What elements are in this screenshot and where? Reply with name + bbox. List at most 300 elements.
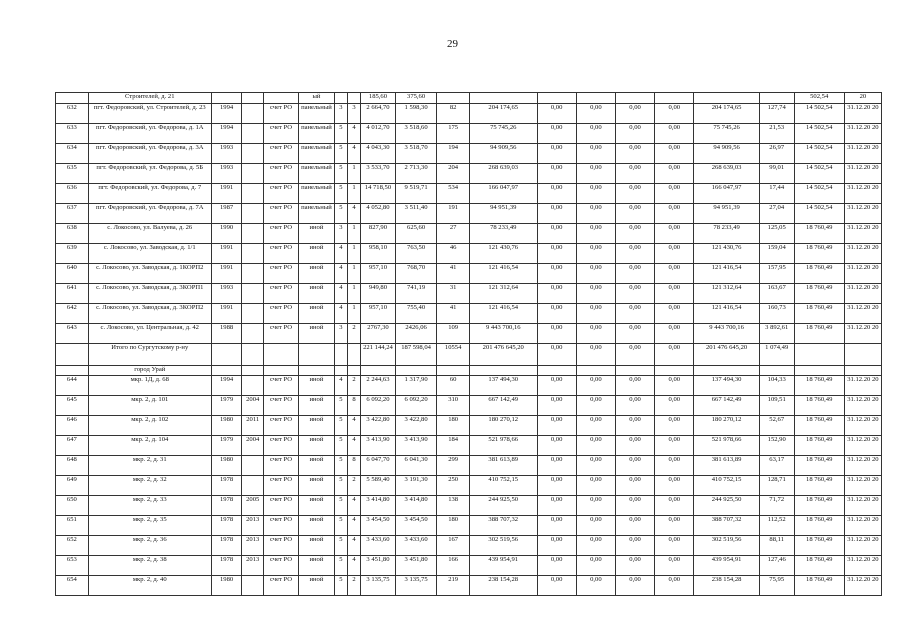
cell-source: счет РО: [264, 324, 299, 344]
cell-c1: 0,00: [537, 184, 576, 204]
cell-deadline: 31.12.20 20: [844, 375, 881, 395]
cell-c1: 0,00: [537, 455, 576, 475]
cell-year2: [242, 375, 264, 395]
cell-year2: 2005: [242, 495, 264, 515]
cell-residents: 534: [437, 184, 470, 204]
cell-num: 635: [56, 164, 89, 184]
cell-source: счет РО: [264, 144, 299, 164]
cell-c2: 0,00: [576, 324, 615, 344]
cell-c3: 0,00: [615, 104, 654, 124]
cell-year: 1980: [211, 455, 242, 475]
total-area-living: 187 598,04: [395, 344, 436, 366]
cell-floors: 4: [334, 284, 347, 304]
cell-floors: 5: [334, 555, 347, 575]
cell-c2: 0,00: [576, 164, 615, 184]
empty-cell: [56, 366, 89, 376]
total-label: Итого по Сургутскому р-ну: [88, 344, 211, 366]
cell-year: 1978: [211, 555, 242, 575]
cell-area-living: 763,50: [395, 244, 436, 264]
cell-cost-other: 244 925,50: [694, 495, 759, 515]
empty-cell: [694, 366, 759, 376]
page-number: 29: [447, 38, 458, 50]
cell-deadline: 31.12.20 20: [844, 555, 881, 575]
cell-cost-m2: 157,95: [759, 264, 794, 284]
cell-cost-m2: 163,67: [759, 284, 794, 304]
cell-floors: 4: [334, 244, 347, 264]
cell-c2: 0,00: [576, 435, 615, 455]
cell-year2: 2011: [242, 415, 264, 435]
cell-cost-total: 238 154,28: [469, 575, 537, 595]
cell-area-living: 3 511,40: [395, 204, 436, 224]
cell-year2: [242, 164, 264, 184]
empty-cell: [844, 344, 881, 366]
cell-year2: 2013: [242, 535, 264, 555]
table-row: [56, 204, 882, 224]
cell-material: иной: [298, 515, 334, 535]
empty-cell: [844, 366, 881, 376]
cell-entrances: 4: [347, 515, 360, 535]
cell-floors: 5: [334, 415, 347, 435]
empty-cell: [298, 344, 334, 366]
cell-residents: 299: [437, 455, 470, 475]
cell-material: панельный: [298, 144, 334, 164]
cell-floors: 5: [334, 575, 347, 595]
cell-c4: 0,00: [655, 244, 694, 264]
empty-cell: [395, 366, 436, 376]
cell-c1: 0,00: [537, 435, 576, 455]
cell-cost-m2: 26,97: [759, 144, 794, 164]
cell-c1: 0,00: [537, 495, 576, 515]
cell-area-living: 3 433,60: [395, 535, 436, 555]
cell-year: 1979: [211, 435, 242, 455]
cell-cost-m2: 17,44: [759, 184, 794, 204]
cell-residents: 166: [437, 555, 470, 575]
cell-address: с. Локосово, ул. Заводская, д. 3КОРП2: [88, 304, 211, 324]
cell-cost-m2: 21,53: [759, 124, 794, 144]
cell-cost-total: 381 613,89: [469, 455, 537, 475]
cell-entrances: 8: [347, 455, 360, 475]
cell-num: 634: [56, 144, 89, 164]
empty-cell: [361, 366, 396, 376]
cell-num: 639: [56, 244, 89, 264]
city-name: город Урай: [88, 366, 211, 376]
cell-cost-total: 94 909,56: [469, 144, 537, 164]
cell-source: счет РО: [264, 435, 299, 455]
cell-address: пгт. Федоровский, ул. Федорова, д. 7А: [88, 204, 211, 224]
cell-address: мкр. 2, д. 38: [88, 555, 211, 575]
cell-c3: 0,00: [615, 515, 654, 535]
cell-residents: 167: [437, 535, 470, 555]
total-area-total: 221 144,24: [361, 344, 396, 366]
cell-residents: 191: [437, 204, 470, 224]
cell-area-total: 827,90: [361, 224, 396, 244]
cell-material: иной: [298, 375, 334, 395]
cell-area-living: 625,60: [395, 224, 436, 244]
cell-material: иной: [298, 495, 334, 515]
cell-c2: 0,00: [576, 184, 615, 204]
cell-c1: 0,00: [537, 324, 576, 344]
cell-c1: 0,00: [537, 395, 576, 415]
total-c2: 0,00: [576, 344, 615, 366]
cell-cost-m2: 502,54: [794, 93, 844, 104]
cell-cost-other: 238 154,28: [694, 575, 759, 595]
cell-area-living: 3 413,90: [395, 435, 436, 455]
cell-c3: 0,00: [615, 244, 654, 264]
cell-residents: 138: [437, 495, 470, 515]
cell-c3: 0,00: [615, 495, 654, 515]
table-row: [56, 244, 882, 264]
cell-residents: 250: [437, 475, 470, 495]
partial-row: [56, 93, 882, 104]
cell-c3: 0,00: [615, 395, 654, 415]
empty-cell: [615, 366, 654, 376]
cell-address: мкр. 2, д. 32: [88, 475, 211, 495]
cell-deadline: 31.12.20 20: [844, 184, 881, 204]
cell-cost-total: 121 430,76: [469, 244, 537, 264]
cell-area-total: 2 664,70: [361, 104, 396, 124]
cell-address: пгт. Федоровский, ул. Федорова, д. 3А: [88, 144, 211, 164]
housing-repair-table: [55, 92, 882, 596]
total-cost: 201 476 645,20: [469, 344, 537, 366]
cell-deadline: 31.12.20 20: [844, 475, 881, 495]
cell-num: 638: [56, 224, 89, 244]
cell-entrances: 4: [347, 144, 360, 164]
cell-residents: 310: [437, 395, 470, 415]
cell-c2: 0,00: [576, 395, 615, 415]
cell-address: мкр. 2, д. 36: [88, 535, 211, 555]
empty-cell: [759, 366, 794, 376]
cell-area-living: 3 414,80: [395, 495, 436, 515]
cell-year: 1993: [211, 144, 242, 164]
cell-floors: 5: [334, 395, 347, 415]
cell-c2: 0,00: [576, 244, 615, 264]
cell-year2: [242, 575, 264, 595]
cell-cost-other: 94 951,39: [694, 204, 759, 224]
cell-limit-m2: 18 760,49: [794, 495, 844, 515]
cell-year: 1978: [211, 515, 242, 535]
cell-cost-other: 180 270,12: [694, 415, 759, 435]
table-row: [56, 375, 882, 395]
cell-area-living: 6 092,20: [395, 395, 436, 415]
cell-cost-total: 137 494,30: [469, 375, 537, 395]
cell-c4: 0,00: [655, 555, 694, 575]
cell-address: мкр. 2, д. 40: [88, 575, 211, 595]
cell-cost-total: 166 047,97: [469, 184, 537, 204]
cell-cost-m2: 71,72: [759, 495, 794, 515]
cell-cost-m2: 52,67: [759, 415, 794, 435]
cell-cost-other: 381 613,89: [694, 455, 759, 475]
cell-year2: [242, 284, 264, 304]
cell-source: счет РО: [264, 555, 299, 575]
cell-limit-m2: 14 502,54: [794, 204, 844, 224]
cell-address: с. Локосово, ул. Заводская, д. 1/1: [88, 244, 211, 264]
cell-area-total: 957,10: [361, 264, 396, 284]
cell-c1: 0,00: [537, 415, 576, 435]
cell-cost-m2: 152,90: [759, 435, 794, 455]
cell-floors: 3: [334, 224, 347, 244]
cell-cost-total: 75 745,26: [469, 124, 537, 144]
total-c3: 0,00: [615, 344, 654, 366]
cell-material: иной: [298, 395, 334, 415]
cell-limit-m2: 18 760,49: [794, 304, 844, 324]
cell-entrances: 8: [347, 395, 360, 415]
cell-deadline: 31.12.20 20: [844, 415, 881, 435]
cell-address: с. Локосово, ул. Центральная, д. 42: [88, 324, 211, 344]
cell-entrances: 4: [347, 124, 360, 144]
table-row: [56, 284, 882, 304]
cell-c3: 0,00: [615, 144, 654, 164]
cell-c3: 0,00: [615, 184, 654, 204]
cell-material: иной: [298, 304, 334, 324]
cell-year: 1990: [211, 224, 242, 244]
cell-entrances: 4: [347, 415, 360, 435]
cell-cost-m2: 159,04: [759, 244, 794, 264]
cell-cost-other: 521 978,66: [694, 435, 759, 455]
cell-source: счет РО: [264, 184, 299, 204]
cell-area-total: 5 589,40: [361, 475, 396, 495]
table-row: [56, 264, 882, 284]
cell-cost-other: 121 312,64: [694, 284, 759, 304]
cell-material: ый: [298, 93, 334, 104]
cell-c4: 0,00: [655, 495, 694, 515]
cell-address: пгт. Федоровский, ул. Федорова, д. 5Б: [88, 164, 211, 184]
cell-area-total: 6 047,70: [361, 455, 396, 475]
cell-year: 1978: [211, 535, 242, 555]
cell-residents: 41: [437, 264, 470, 284]
cell-material: иной: [298, 284, 334, 304]
cell-year2: [242, 144, 264, 164]
cell-c3: 0,00: [615, 304, 654, 324]
empty-cell: [298, 366, 334, 376]
cell-c2: 0,00: [576, 495, 615, 515]
cell-num: 648: [56, 455, 89, 475]
cell-limit-m2: 18 760,49: [794, 555, 844, 575]
cell-entrances: 1: [347, 184, 360, 204]
cell-limit-m2: 18 760,49: [794, 284, 844, 304]
empty-cell: [242, 344, 264, 366]
cell-area-total: 949,80: [361, 284, 396, 304]
cell-residents: 175: [437, 124, 470, 144]
cell-material: панельный: [298, 204, 334, 224]
table-row: [56, 144, 882, 164]
cell-material: иной: [298, 324, 334, 344]
cell-deadline: 31.12.20 20: [844, 435, 881, 455]
cell-limit-m2: 18 760,49: [794, 264, 844, 284]
cell-c1: 0,00: [537, 244, 576, 264]
cell-deadline: 31.12.20 20: [844, 204, 881, 224]
cell-limit-m2: 14 502,54: [794, 144, 844, 164]
cell-c4: 0,00: [655, 575, 694, 595]
cell-num: 640: [56, 264, 89, 284]
cell-cost-m2: 63,17: [759, 455, 794, 475]
cell-c3: 0,00: [615, 375, 654, 395]
table-row: [56, 164, 882, 184]
cell-year: 1980: [211, 575, 242, 595]
cell-cost-m2: 127,46: [759, 555, 794, 575]
cell-year2: [242, 455, 264, 475]
cell-floors: 5: [334, 204, 347, 224]
cell-address: мкр. 2, д. 35: [88, 515, 211, 535]
total-c4: 0,00: [655, 344, 694, 366]
cell-c1: 0,00: [537, 475, 576, 495]
cell-area-total: 3 135,75: [361, 575, 396, 595]
cell-area-total: 3 451,80: [361, 555, 396, 575]
cell-material: иной: [298, 575, 334, 595]
cell-year: 1994: [211, 104, 242, 124]
cell-area-living: 3 451,80: [395, 555, 436, 575]
cell-num: 654: [56, 575, 89, 595]
cell-entrances: 4: [347, 535, 360, 555]
cell-c2: 0,00: [576, 284, 615, 304]
cell-source: счет РО: [264, 204, 299, 224]
cell-c1: 0,00: [537, 304, 576, 324]
cell-entrances: 4: [347, 204, 360, 224]
cell-c4: 0,00: [655, 415, 694, 435]
cell-address: мкр. 2, д. 104: [88, 435, 211, 455]
empty-cell: [347, 344, 360, 366]
cell-cost-other: 78 233,49: [694, 224, 759, 244]
cell-entrances: 1: [347, 284, 360, 304]
cell-residents: 180: [437, 515, 470, 535]
cell-entrances: 1: [347, 304, 360, 324]
cell-num: 636: [56, 184, 89, 204]
cell-c3: 0,00: [615, 435, 654, 455]
cell-limit-m2: 18 760,49: [794, 224, 844, 244]
cell-residents: 27: [437, 224, 470, 244]
cell-area-living: 9 519,71: [395, 184, 436, 204]
cell-limit-m2: 18 760,49: [794, 575, 844, 595]
cell-area-total: 3 414,80: [361, 495, 396, 515]
table-row: [56, 104, 882, 124]
cell-num: 643: [56, 324, 89, 344]
cell-num: 651: [56, 515, 89, 535]
cell-cost-total: 180 270,12: [469, 415, 537, 435]
cell-cost-m2: 99,01: [759, 164, 794, 184]
city-row: [56, 366, 882, 376]
cell-residents: 109: [437, 324, 470, 344]
empty-cell: [347, 366, 360, 376]
cell-address: мкр. 2, д. 31: [88, 455, 211, 475]
cell-c1: 0,00: [537, 144, 576, 164]
cell-address: пгт. Федоровский, ул. Строителей, д. 23: [88, 104, 211, 124]
table-row: [56, 575, 882, 595]
cell-cost-total: 667 142,49: [469, 395, 537, 415]
cell-source: счет РО: [264, 164, 299, 184]
cell-area-total: 3 413,90: [361, 435, 396, 455]
cell-c3: 0,00: [615, 284, 654, 304]
cell-floors: 5: [334, 515, 347, 535]
table-row: [56, 515, 882, 535]
cell-year2: [242, 104, 264, 124]
total-c1: 0,00: [537, 344, 576, 366]
cell-c4: 0,00: [655, 104, 694, 124]
cell-cost-total: 78 233,49: [469, 224, 537, 244]
empty-cell: [437, 366, 470, 376]
cell-year2: [242, 224, 264, 244]
empty-cell: [794, 344, 844, 366]
cell-c1: 0,00: [537, 264, 576, 284]
cell-entrances: 2: [347, 475, 360, 495]
cell-area-living: 755,40: [395, 304, 436, 324]
empty-cell: [794, 366, 844, 376]
cell-area-total: 957,10: [361, 304, 396, 324]
cell-c2: 0,00: [576, 264, 615, 284]
cell-limit-m2: 14 502,54: [794, 184, 844, 204]
cell-c4: 0,00: [655, 324, 694, 344]
cell-entrances: 4: [347, 555, 360, 575]
cell-c1: 0,00: [537, 535, 576, 555]
cell-material: иной: [298, 244, 334, 264]
cell-year: 1993: [211, 284, 242, 304]
cell-c4: 0,00: [655, 395, 694, 415]
cell-c4: 0,00: [655, 535, 694, 555]
cell-material: иной: [298, 535, 334, 555]
empty-cell: [576, 366, 615, 376]
cell-cost-total: 9 443 700,16: [469, 324, 537, 344]
cell-c4: 0,00: [655, 304, 694, 324]
cell-floors: 3: [334, 324, 347, 344]
cell-cost-total: 244 925,50: [469, 495, 537, 515]
cell-cost-other: 9 443 700,16: [694, 324, 759, 344]
cell-c1: 0,00: [537, 124, 576, 144]
cell-area-total: 3 422,80: [361, 415, 396, 435]
table-row: [56, 475, 882, 495]
cell-limit-m2: 18 760,49: [794, 415, 844, 435]
cell-deadline: 31.12.20 20: [844, 575, 881, 595]
cell-floors: 5: [334, 124, 347, 144]
cell-area-living: 2 713,30: [395, 164, 436, 184]
cell-limit-m2: 18 760,49: [794, 395, 844, 415]
cell-source: счет РО: [264, 104, 299, 124]
cell-cost-other: 166 047,97: [694, 184, 759, 204]
cell-source: счет РО: [264, 475, 299, 495]
cell-cost-total: 204 174,65: [469, 104, 537, 124]
cell-cost-m2: 88,11: [759, 535, 794, 555]
cell-source: счет РО: [264, 575, 299, 595]
cell-area-living: 768,70: [395, 264, 436, 284]
cell-area-living: 6 041,30: [395, 455, 436, 475]
cell-deadline: 31.12.20 20: [844, 455, 881, 475]
cell-year2: 2013: [242, 515, 264, 535]
cell-c1: 0,00: [537, 164, 576, 184]
cell-cost-other: 388 707,32: [694, 515, 759, 535]
cell-residents: 180: [437, 415, 470, 435]
cell-c2: 0,00: [576, 375, 615, 395]
cell-deadline: 31.12.20 20: [844, 284, 881, 304]
cell-source: счет РО: [264, 535, 299, 555]
cell-num: 633: [56, 124, 89, 144]
cell-deadline: 31.12.20 20: [844, 515, 881, 535]
cell-c4: 0,00: [655, 475, 694, 495]
empty-cell: [469, 366, 537, 376]
cell-floors: 5: [334, 495, 347, 515]
cell-floors: 5: [334, 455, 347, 475]
cell-cost-m2: 128,71: [759, 475, 794, 495]
cell-source: счет РО: [264, 415, 299, 435]
cell-residents: 204: [437, 164, 470, 184]
cell-c4: 0,00: [655, 184, 694, 204]
cell-cost-other: 94 909,56: [694, 144, 759, 164]
cell-cost-other: 302 519,56: [694, 535, 759, 555]
cell-limit-m2: 18 760,49: [794, 435, 844, 455]
cell-material: иной: [298, 555, 334, 575]
cell-year2: 2004: [242, 435, 264, 455]
cell-source: счет РО: [264, 375, 299, 395]
cell-c4: 0,00: [655, 515, 694, 535]
cell-deadline: 31.12.20 20: [844, 164, 881, 184]
cell-c4: 0,00: [655, 375, 694, 395]
cell-source: счет РО: [264, 124, 299, 144]
